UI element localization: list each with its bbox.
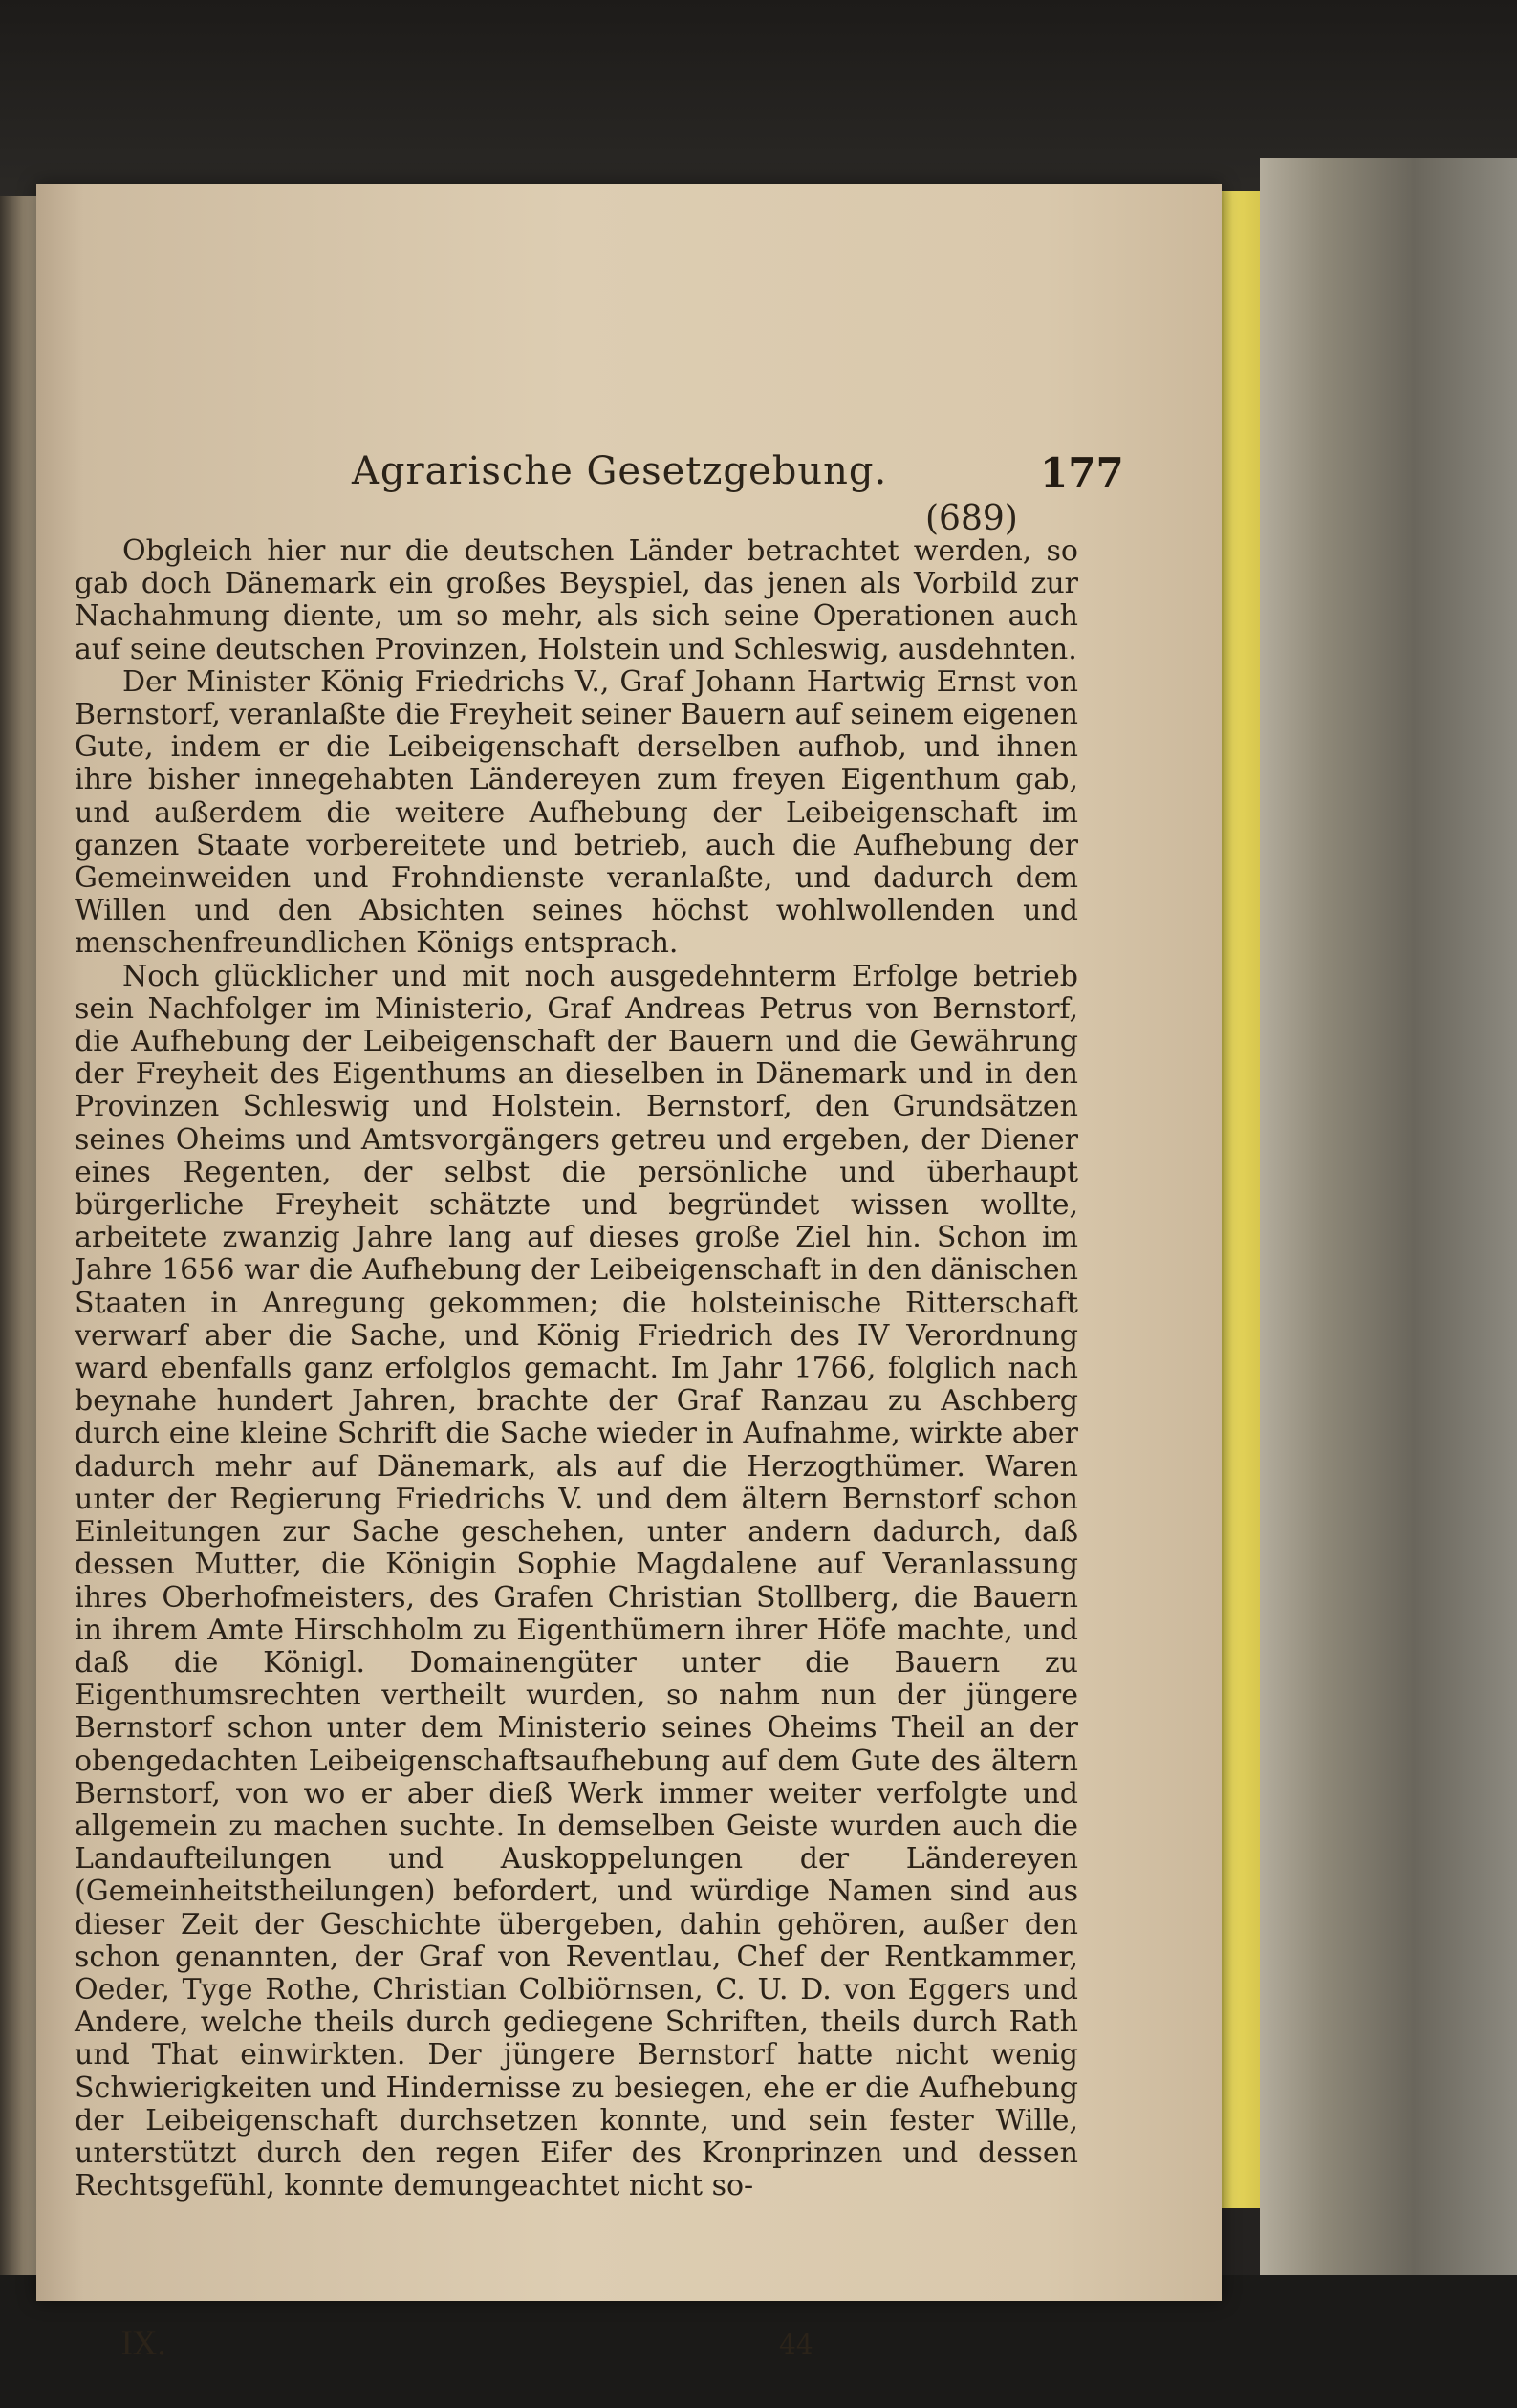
- facing-page-edge: [0, 196, 38, 2309]
- section-number: (689): [925, 499, 1018, 538]
- paragraph-1: Obgleich hier nur die deutschen Länder betrachtet werden, so gab doch Dänemark ein großes Beyspiel, das jenen als Vorbild zur Nachahmung diente, um so mehr, als sich seine Operationen auch auf seine deutschen Provinzen, Holstein und Schleswig, ausdehnten.: [75, 534, 1078, 666]
- body-text: [75, 535, 1078, 2202]
- paragraph-3: Noch glücklicher und mit noch ausgedehnterm Erfolge betrieb sein Nachfolger im Ministerio, Graf Andreas Petrus von Bernstorf, die Aufhebung der Leibeigenschaft der Bauern und die Gewährung der Freyheit des Eigenthums an dieselben in Dänemark und in den Provinzen Schleswig und Holstein. Bernstorf, den Grundsätzen seines Oheims und Amtsvorgängers getreu und ergeben, der Diener eines Regenten, der selbst die persönliche und überhaupt bürgerliche Freyheit schätzte und begründet wissen wollte, arbeitete zwanzig Jahre lang auf dieses große Ziel hin. Schon im Jahre 1656 war die Aufhebung der Leibeigenschaft in den dänischen Staaten in Anregung gekommen; die holsteinische Ritterschaft verwarf aber die Sache, und König Friedrich des IV Verordnung ward ebenfalls ganz erfolglos gemacht. Im Jahr 1766, folglich nach beynahe hundert Jahren, brachte der Graf Ranzau zu Aschberg durch eine kleine Schrift die Sache wieder in Aufnahme, wirkte aber dadurch mehr auf Dänemark, als auf die Herzogthümer. Waren unter der Regierung Friedrichs V. und dem ältern Bernstorf schon Einleitungen zur Sache geschehen, unter andern dadurch, daß dessen Mutter, die Königin Sophie Magdalene auf Veranlassung ihres Oberhofmeisters, des Grafen Christian Stollberg, die Bauern in ihrem Amte Hirschholm zu Eigenthümern ihrer Höfe machte, und daß die Königl. Domainengüter unter die Bauern zu Eigenthumsrechten vertheilt wurden, so nahm nun der jüngere Bernstorf schon unter dem Ministerio seines Oheims Theil an der obengedachten Leibeigenschaftsaufhebung auf dem Gute des ältern Bernstorf, von wo er aber dieß Werk immer weiter verfolgte und allgemein zu machen suchte. In demselben Geiste wurden auch die Landaufteilungen und Auskoppelungen der Ländereyen (Gemeinheitstheilungen) befordert, und würdige Namen sind aus dieser Zeit der Geschichte übergeben, dahin gehören, außer den schon genannten, der Graf von Reventlau, Chef der Rentkammer, Oeder, Tyge Rothe, Christian Colbiörnsen, C. U. D. von Eggers und Andere, welche theils durch gediegene Schriften, theils durch Rath und That einwirkten. Der jüngere Bernstorf hatte nicht wenig Schwierigkeiten und Hindernisse zu besiegen, ehe er die Aufhebung der Leibeigenschaft durchsetzen konnte, und sein fester Wille, unterstützt durch den regen Eifer des Kronprinzen und dessen Rechtsgefühl, konnte demungeachtet nicht so-: [75, 959, 1078, 2203]
- paragraph-2: Der Minister König Friedrichs V., Graf Johann Hartwig Ernst von Bernstorf, veranlaßte die Freyheit seiner Bauern auf seinem eigenen Gute, indem er die Leibeigenschaft derselben aufhob, und ihnen ihre bisher innegehabten Ländereyen zum freyen Eigenthum gab, und außerdem die weitere Aufhebung der Leibeigenschaft im ganzen Staate vorbereitete und betrieb, auch die Aufhebung der Gemeinweiden und Frohndienste veranlaßte, und dadurch dem Willen und den Absichten seines höchst wohlwollenden und menschenfreundlichen Königs entsprach.: [75, 664, 1078, 961]
- volume-mark: IX.: [120, 2325, 167, 2363]
- page-header: [36, 449, 1222, 507]
- page-number: 177: [1040, 449, 1124, 496]
- book-page: [36, 184, 1222, 2363]
- signature-mark: 44: [779, 2329, 813, 2360]
- book-edge-right: [1260, 158, 1517, 2275]
- page-footer: [36, 2325, 1222, 2363]
- running-title: Agrarische Gesetzgebung.: [352, 449, 888, 493]
